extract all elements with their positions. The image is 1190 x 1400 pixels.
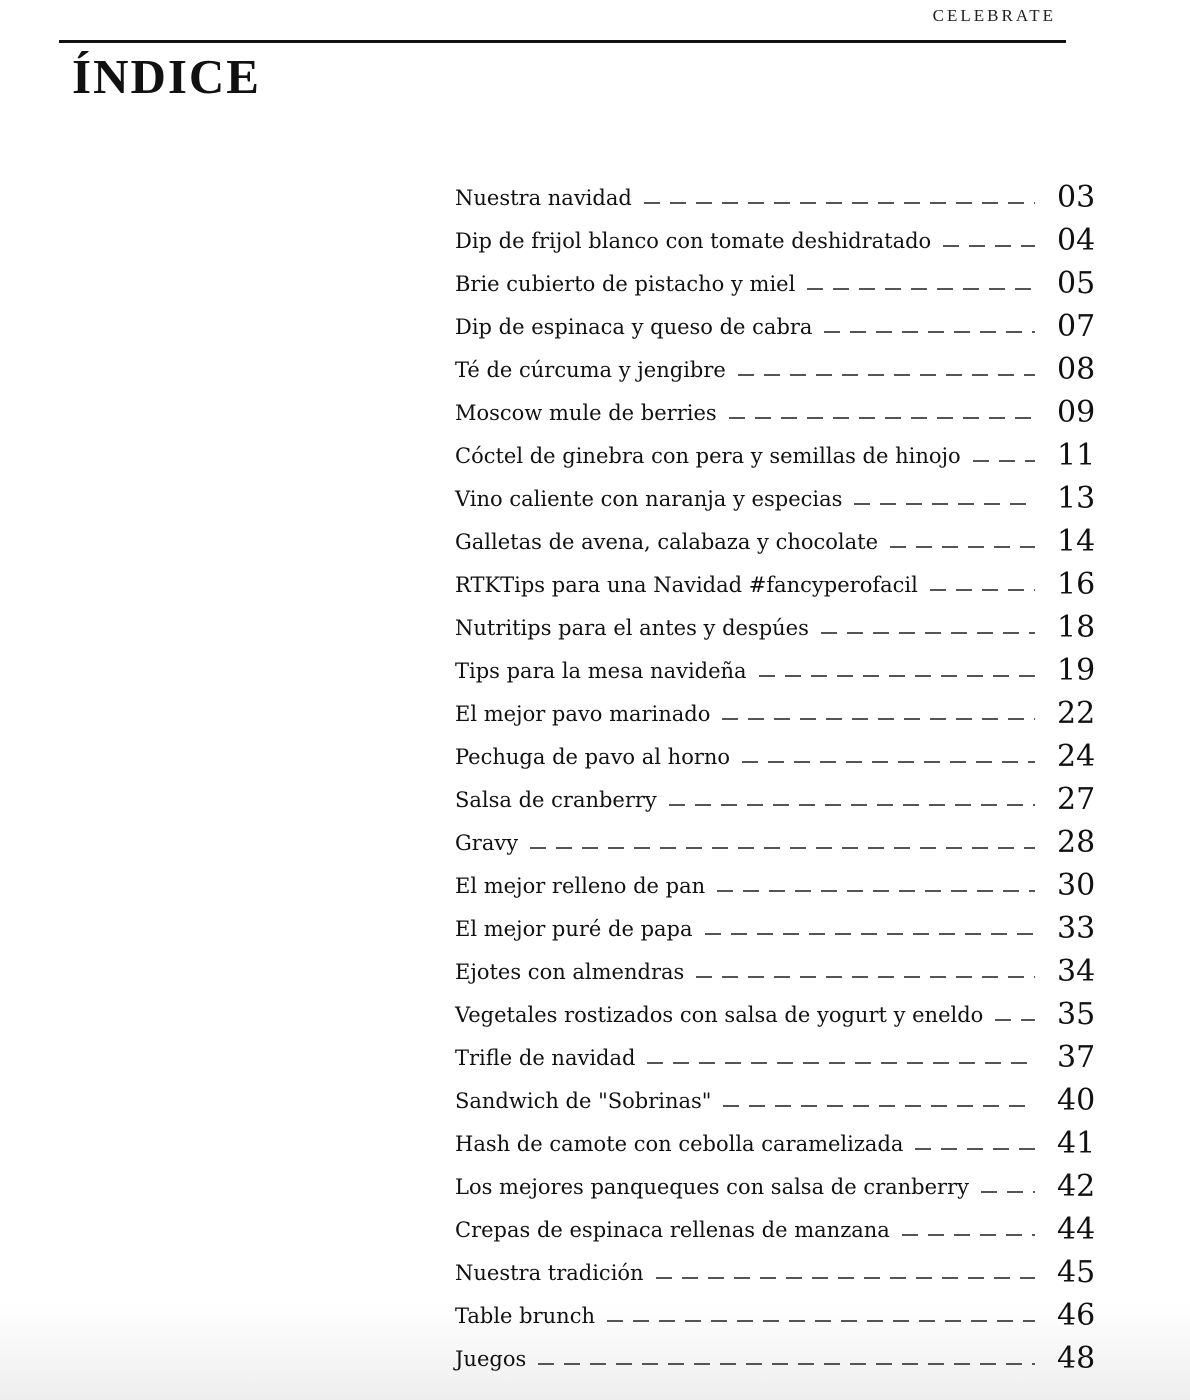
dotted-leader bbox=[930, 589, 1035, 591]
toc-entry[interactable] bbox=[455, 1249, 1095, 1292]
toc-entry[interactable] bbox=[455, 475, 1095, 518]
toc-entry-title: Galletas de avena, calabaza y chocolate bbox=[455, 530, 879, 554]
toc-entry-title: Brie cubierto de pistacho y miel bbox=[455, 272, 796, 296]
dotted-leader bbox=[973, 460, 1035, 462]
toc-entry-title: El mejor puré de papa bbox=[455, 917, 693, 941]
toc-entry[interactable] bbox=[455, 948, 1095, 991]
toc-entry-title: Los mejores panqueques con salsa de cranberry bbox=[455, 1175, 969, 1199]
toc-entry[interactable] bbox=[455, 690, 1095, 733]
toc-entry[interactable] bbox=[455, 1335, 1095, 1378]
toc-entry[interactable] bbox=[455, 389, 1095, 432]
toc-entry-page-number: 34 bbox=[1057, 954, 1096, 989]
toc-entry-page-number: 05 bbox=[1057, 266, 1096, 301]
toc-entry-title: Sandwich de "Sobrinas" bbox=[455, 1089, 712, 1113]
dotted-leader bbox=[696, 976, 1035, 978]
toc-entry-title: Trifle de navidad bbox=[455, 1046, 636, 1070]
toc-entry[interactable] bbox=[455, 260, 1095, 303]
toc-entry-title: El mejor relleno de pan bbox=[455, 874, 706, 898]
toc-entry[interactable] bbox=[455, 432, 1095, 475]
toc-entry-title: Tips para la mesa navideña bbox=[455, 659, 747, 683]
toc-entry[interactable] bbox=[455, 561, 1095, 604]
toc-entry[interactable] bbox=[455, 819, 1095, 862]
toc-entry-page-number: 42 bbox=[1057, 1169, 1096, 1204]
toc-entry[interactable] bbox=[455, 346, 1095, 389]
toc-entry[interactable] bbox=[455, 1077, 1095, 1120]
toc-entry[interactable] bbox=[455, 647, 1095, 690]
dotted-leader bbox=[890, 546, 1035, 548]
toc-entry[interactable] bbox=[455, 1120, 1095, 1163]
toc-entry-title: RTKTips para una Navidad #fancyperofacil bbox=[455, 573, 918, 597]
dotted-leader bbox=[821, 632, 1035, 634]
dotted-leader bbox=[807, 288, 1035, 290]
dotted-leader bbox=[656, 1277, 1035, 1279]
toc-entry[interactable] bbox=[455, 905, 1095, 948]
toc-entry[interactable] bbox=[455, 518, 1095, 561]
toc-entry-title: Vino caliente con naranja y especias bbox=[455, 487, 843, 511]
toc-entry-page-number: 03 bbox=[1057, 180, 1096, 215]
toc-entry-title: Dip de espinaca y queso de cabra bbox=[455, 315, 813, 339]
toc-entry-page-number: 27 bbox=[1057, 782, 1096, 817]
toc-entry-page-number: 41 bbox=[1057, 1126, 1096, 1161]
dotted-leader bbox=[915, 1148, 1035, 1150]
toc-entry-page-number: 14 bbox=[1057, 524, 1096, 559]
dotted-leader bbox=[538, 1363, 1035, 1365]
toc-entry-page-number: 35 bbox=[1057, 997, 1096, 1032]
toc-entry-title: Juegos bbox=[455, 1347, 527, 1371]
toc-entry-page-number: 22 bbox=[1057, 696, 1096, 731]
toc-entry-page-number: 04 bbox=[1057, 223, 1096, 258]
dotted-leader bbox=[669, 804, 1035, 806]
toc-entry[interactable] bbox=[455, 733, 1095, 776]
toc-entry-title: Nutritips para el antes y despúes bbox=[455, 616, 809, 640]
toc-entry-page-number: 37 bbox=[1057, 1040, 1096, 1075]
toc-entry[interactable] bbox=[455, 1034, 1095, 1077]
toc-entry-title: Nuestra tradición bbox=[455, 1261, 644, 1285]
toc-entry-page-number: 44 bbox=[1057, 1212, 1096, 1247]
toc-entry-page-number: 09 bbox=[1057, 395, 1096, 430]
toc-entry-title: Ejotes con almendras bbox=[455, 960, 685, 984]
toc-entry-title: Gravy bbox=[455, 831, 519, 855]
toc-entry[interactable] bbox=[455, 862, 1095, 905]
page-title: ÍNDICE bbox=[72, 49, 261, 104]
dotted-leader bbox=[995, 1019, 1035, 1021]
dotted-leader bbox=[705, 933, 1035, 935]
toc-entry-page-number: 40 bbox=[1057, 1083, 1096, 1118]
dotted-leader bbox=[647, 1062, 1035, 1064]
toc-entry[interactable] bbox=[455, 217, 1095, 260]
dotted-leader bbox=[722, 718, 1035, 720]
toc-entry-title: Cóctel de ginebra con pera y semillas de hinojo bbox=[455, 444, 961, 468]
dotted-leader bbox=[981, 1191, 1035, 1193]
toc-entry-title: Hash de camote con cebolla caramelizada bbox=[455, 1132, 904, 1156]
dotted-leader bbox=[943, 245, 1035, 247]
toc-entry-title: Pechuga de pavo al horno bbox=[455, 745, 731, 769]
toc-entry-title: Té de cúrcuma y jengibre bbox=[455, 358, 726, 382]
toc-entry-page-number: 30 bbox=[1057, 868, 1096, 903]
dotted-leader bbox=[729, 417, 1035, 419]
dotted-leader bbox=[644, 202, 1035, 204]
toc-entry-page-number: 24 bbox=[1057, 739, 1096, 774]
toc-entry-page-number: 08 bbox=[1057, 352, 1096, 387]
header-rule bbox=[59, 40, 1066, 43]
dotted-leader bbox=[854, 503, 1035, 505]
toc-entry-page-number: 16 bbox=[1057, 567, 1096, 602]
toc-entry-title: Moscow mule de berries bbox=[455, 401, 717, 425]
toc-entry[interactable] bbox=[455, 991, 1095, 1034]
toc-entry-title: Table brunch bbox=[455, 1304, 595, 1328]
dotted-leader bbox=[607, 1320, 1035, 1322]
toc-entry-title: El mejor pavo marinado bbox=[455, 702, 711, 726]
dotted-leader bbox=[530, 847, 1035, 849]
toc-entry-page-number: 48 bbox=[1057, 1341, 1096, 1376]
dotted-leader bbox=[902, 1234, 1035, 1236]
toc-entry[interactable] bbox=[455, 776, 1095, 819]
toc-entry[interactable] bbox=[455, 303, 1095, 346]
toc-entry-page-number: 13 bbox=[1057, 481, 1096, 516]
toc-entry-page-number: 19 bbox=[1057, 653, 1096, 688]
toc-entry-title: Nuestra navidad bbox=[455, 186, 632, 210]
toc-entry[interactable] bbox=[455, 174, 1095, 217]
toc-entry[interactable] bbox=[455, 1163, 1095, 1206]
toc-entry-page-number: 07 bbox=[1057, 309, 1096, 344]
dotted-leader bbox=[759, 675, 1035, 677]
toc-entry-page-number: 28 bbox=[1057, 825, 1096, 860]
toc-entry[interactable] bbox=[455, 1206, 1095, 1249]
toc-entry-page-number: 18 bbox=[1057, 610, 1096, 645]
dotted-leader bbox=[717, 890, 1035, 892]
dotted-leader bbox=[824, 331, 1035, 333]
table-of-contents bbox=[455, 174, 1095, 1378]
toc-entry[interactable] bbox=[455, 604, 1095, 647]
toc-entry-title: Salsa de cranberry bbox=[455, 788, 657, 812]
toc-entry-page-number: 45 bbox=[1057, 1255, 1096, 1290]
dotted-leader bbox=[738, 374, 1035, 376]
toc-entry-title: Vegetales rostizados con salsa de yogurt y eneldo bbox=[455, 1003, 984, 1027]
toc-entry-title: Dip de frijol blanco con tomate deshidratado bbox=[455, 229, 932, 253]
dotted-leader bbox=[742, 761, 1035, 763]
toc-entry[interactable] bbox=[455, 1292, 1095, 1335]
section-label: CELEBRATE bbox=[932, 6, 1056, 25]
toc-entry-page-number: 33 bbox=[1057, 911, 1096, 946]
toc-entry-page-number: 11 bbox=[1057, 438, 1096, 473]
dotted-leader bbox=[723, 1105, 1035, 1107]
toc-entry-title: Crepas de espinaca rellenas de manzana bbox=[455, 1218, 890, 1242]
toc-entry-page-number: 46 bbox=[1057, 1298, 1096, 1333]
